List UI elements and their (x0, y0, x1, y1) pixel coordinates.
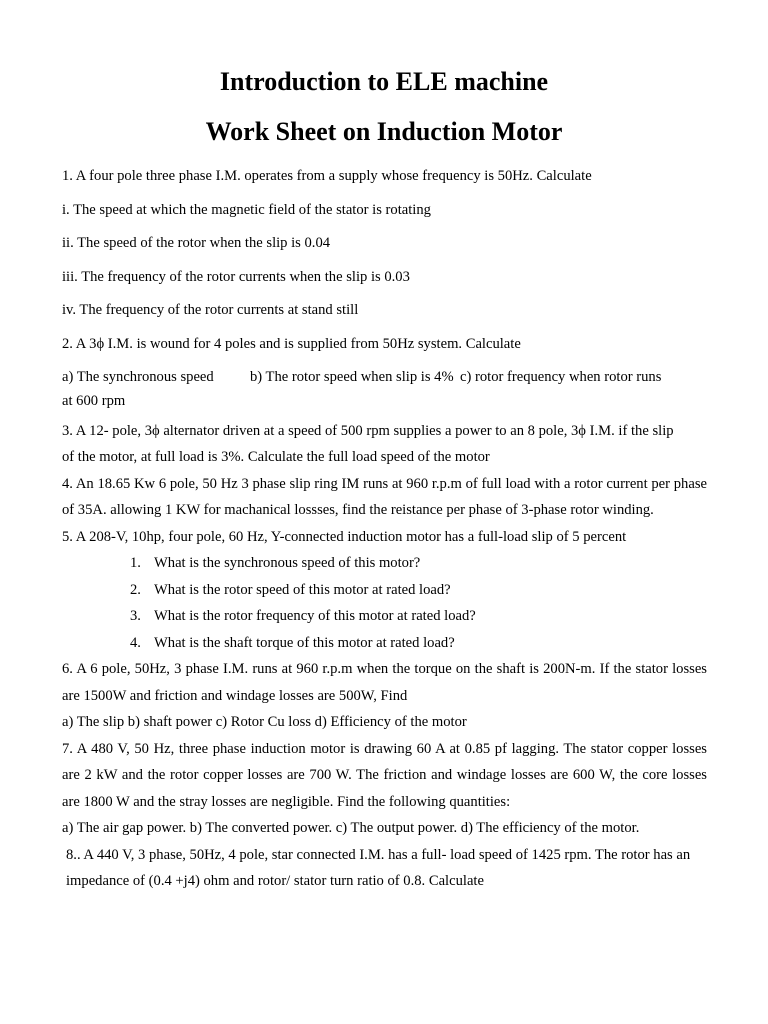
question-2-option-b: b) The rotor speed when slip is 4% (250, 369, 454, 385)
document-subtitle: Work Sheet on Induction Motor (205, 117, 563, 146)
question-4: 4. An 18.65 Kw 6 pole, 50 Hz 3 phase slip ring IM runs at 960 r.p.m of full load with a rotor current per phase of 35A. allowing 1 KW for machanical lossses, find the reistance per phase of 3-phase rotor winding. (62, 475, 707, 518)
question-7: 7. A 480 V, 50 Hz, three phase induction motor is drawing 60 A at 0.85 pf lagging. The stator copper losses are 2 kW and the rotor copper losses are 700 W. The friction and windage losses are 600 W, the core losses are 1800 W and the stray losses are negligible. Find the following quantities: (62, 740, 707, 810)
list-item: 3. What is the rotor frequency of this motor at rated load? (130, 608, 476, 624)
document-title: Introduction to ELE machine (219, 67, 549, 96)
question-5-stem: 5. A 208-V, 10hp, four pole, 60 Hz, Y-connected induction motor has a full-load slip of 5 percent (62, 528, 627, 545)
list-item: 2. What is the rotor speed of this motor at rated load? (130, 581, 451, 598)
question-3-line-1: 3. A 12- pole, 3ϕ alternator driven at a speed of 500 rpm supplies a power to an 8 pole, 3ϕ I.M. if the slip (62, 422, 674, 439)
question-1-stem: 1. A four pole three phase I.M. operates from a supply whose frequency is 50Hz. Calculate (62, 168, 592, 184)
question-1-part-ii: ii. The speed of the rotor when the slip is 0.04 (62, 235, 331, 251)
question-8: 8.. A 440 V, 3 phase, 50Hz, 4 pole, star connected I.M. has a full- load speed of 1425 rpm. The rotor has an impedance of (0.4 +j4) ohm and rotor/ stator turn ratio of 0.8. Calculate (66, 846, 691, 889)
question-1-part-i: i. The speed at which the magnetic field of the stator is rotating (62, 201, 431, 218)
question-7-parts: a) The air gap power. b) The converted power. c) The output power. d) The efficiency of the motor. (62, 820, 640, 836)
question-2-option-c-continued: at 600 rpm (62, 392, 126, 409)
list-item: 4. What is the shaft torque of this motor at rated load? (130, 634, 455, 651)
question-2-option-c: c) rotor frequency when rotor runs (460, 369, 662, 385)
question-1-part-iv: iv. The frequency of the rotor currents at stand still (62, 302, 359, 318)
question-6: 6. A 6 pole, 50Hz, 3 phase I.M. runs at 960 r.p.m when the torque on the shaft is 200N-m. If the stator losses are 1500W and friction and windage losses are 500W, Find (62, 661, 707, 704)
list-item: 1. What is the synchronous speed of this motor? (130, 555, 421, 571)
question-5-subitems (62, 550, 707, 656)
question-2-options (62, 364, 707, 391)
question-6-parts: a) The slip b) shaft power c) Rotor Cu loss d) Efficiency of the motor (62, 714, 467, 730)
worksheet-body (62, 163, 707, 895)
question-2-stem: 2. A 3ϕ I.M. is wound for 4 poles and is supplied from 50Hz system. Calculate (62, 335, 521, 352)
question-1-part-iii: iii. The frequency of the rotor currents when the slip is 0.03 (62, 268, 410, 285)
question-3-line-2: of the motor, at full load is 3%. Calculate the full load speed of the motor (62, 449, 490, 465)
question-2-option-a: a) The synchronous speed (62, 369, 214, 385)
